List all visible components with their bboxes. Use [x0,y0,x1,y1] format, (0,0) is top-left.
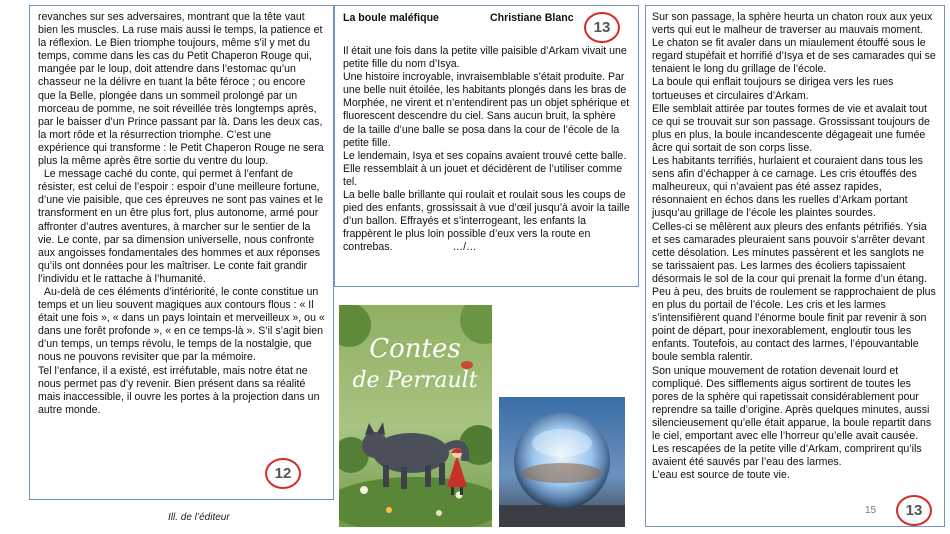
paragraph: L’eau est source de toute vie. [652,469,790,482]
paragraph: Tel l’enfance, il a existé, est irréfutable, mais notre état ne nous permet pas d’y revenir. Bien présent dans sa réalité mais inaccessible, il ouvre les portes à la projection dans un autre monde. [38,364,320,416]
paragraph: Elle semblait attirée par toutes formes de vie et avalait tout ce qui se trouvait sur son passage. Grossissant toujours de plus en plus, la boule incandescente dégageait une fumée âcre qui sortait de son corps lisse. [652,102,930,154]
paragraph: Son unique mouvement de rotation devenait lourd et compliqué. Des sifflements aigus sortirent de toutes les pores de la sphère qui rapetissait considérablement pour reprendre sa taille d’origine. Après quelques minutes, aussi silencieusement qu’elle était apparue, la boule repartit dans le ciel, emportant avec elle l’horreur qu’elle avait causée. [652,364,932,442]
middle-story-column [334,5,639,287]
crystal-ball-image [499,397,625,527]
paragraph: Les habitants terrifiés, hurlaient et couraient dans tous les sens afin d’échapper à ce carnage. Les cris étouffés des malheureux, qui n’avaient pas été assez rapides, résonnaient en échos dans les ruelles d’Arkam portant jusqu’au grillage de l’école les plaintes sourdes. [652,155,923,220]
paragraph: La boule qui enflait toujours se dirigea vers les rues tortueuses et circulaires d’Arkam. [652,76,894,102]
book-cover-image [339,305,492,527]
right-story-column [645,5,945,527]
book-title-line2: de Perrault [352,368,478,393]
paragraph: Le lendemain, Isya et ses copains avaient trouvé cette balle. Elle ressemblait à un jouet et décidèrent de l’utiliser comme tel. [343,149,627,188]
page-badge-13: 13 [584,12,620,43]
book-title-line1: Contes [369,334,461,364]
continued-mark: …/… [452,241,477,254]
paragraph-text: La belle balle brillante qui roulait et roulait sous les coups de pied des enfants, grossissait à vue d’œil jusqu’à avoir la taille d’un ballon. Effrayés et s’interrogeant, les enfants la frappèrent le plus loin possible d’eux vers la route en contrebas. [343,189,630,254]
page-number: 15 [865,505,877,516]
paragraph: Sur son passage, la sphère heurta un chaton roux aux yeux verts qui eut le malheur de traverser au mauvais moment. [652,11,933,37]
paragraph: Les rescapées de la petite ville d’Arkam, comprirent qu’ils avaient été sauvés par l’eau des larmes. [652,443,922,469]
page-badge-12: 12 [265,458,301,489]
paragraph [343,189,630,254]
illustration-credit: Ill. de l’éditeur [168,512,230,523]
paragraph: Une histoire incroyable, invraisemblable s’était produite. Par une belle nuit étoilée, les habitants plongés dans les bras de Morphée, ne virent et n’entendirent pas un objet sphérique et fluorescent descendre du ciel. Sans aucun bruit, la sphère de la taille d’une balle se posa dans la cour de l’école de la petite fille. [343,71,630,149]
paragraph: revanches sur ses adversaires, montrant que la tête vaut bien les muscles. La ruse mais aussi le temps, la patience et la réflexion. Le Bien triomphe toujours, même s’il y met du temps, comme dans les cas du Petit Chaperon Rouge qui, mangée par le loup, doit attendre dans l’estomac qu’un chasseur ne la délivre en tuant la bête féroce ; ou encore que la Belle, plongée dans un sommeil prolongé par un morceau de pomme, ne soit réveillée très longtemps après, par le baisser d’un Prince passant par là. Dans les deux cas, la mort rôde et la résurrection triomphe. C’est une expérience qui transforme : le Petit Chaperon Rouge ne sera plus la même après être sortie du ventre du loup. [38,11,324,168]
paragraph: Il était une fois dans la petite ville paisible d’Arkam vivait une petite fille du nom d’Isya. [343,45,627,71]
left-text-column [29,5,334,500]
page-badge-13-right: 13 [896,495,932,526]
story-author: Christiane Blanc [490,12,574,24]
paragraph: Au-delà de ces éléments d’intériorité, le conte constitue un temps et un lieu souvent magiques aux contours flous : « Il était une fois », « dans un pays lointain et merveilleux », ou « dans une forêt profonde », « en ce temps-là ». S’il s’agit bien d’un temps, un temps révolu, le temps de la nostalgie, que nous ne pouvons revisiter que par la mémoire. [38,285,328,364]
paragraph: Le message caché du conte, qui permet à l’enfant de résister, est celui de l’espoir : espoir d’une meilleure fortune, d’une vie paisible, que ces épreuves ne sont pas vaines et le transforment en un être plus fort, plus autonome, armé pour affronter d’autres aventures, à marcher sur le sentier de la vie. Le conte, par sa dimension universelle, nous confronte aux angoisses fondamentales des hommes et aux réponses qu’ils ont données pour les maîtriser. Le conte fait grandir l’individu et le rattache à l’humanité. [38,168,326,285]
crystal-ball-photo [499,397,625,527]
paragraph: Celles-ci se mêlèrent aux pleurs des enfants pétrifiés. Ysia et ses camarades pleuraient sans pouvoir s’arrêter devant cette désolation. Les minutes passèrent et les sanglots ne se tarissaient pas. Les larmes des écoliers tapissaient désormais le sol de la cour qui prenait la forme d’un étang. [652,220,928,285]
story-title: La boule maléfique [343,12,439,24]
book-cover-illustration [339,305,492,527]
paragraph: Peu à peu, des bruits de roulement se rapprochaient de plus en plus du portail de l’école. Les cris et les larmes s’intensifièrent quand l’énorme boule finit par revenir à son point de départ, pour inexorablement, engloutir tous les enfants. Toutefois, au contact des larmes, l’épouvantable boule sembla ralentir. [652,285,936,364]
paragraph: Le chaton se fit avaler dans un miaulement étouffé sous le regard stupéfait et horrifié d’Isya et de ses camarades qui se tenaient le long du grillage de l’école. [652,37,936,76]
